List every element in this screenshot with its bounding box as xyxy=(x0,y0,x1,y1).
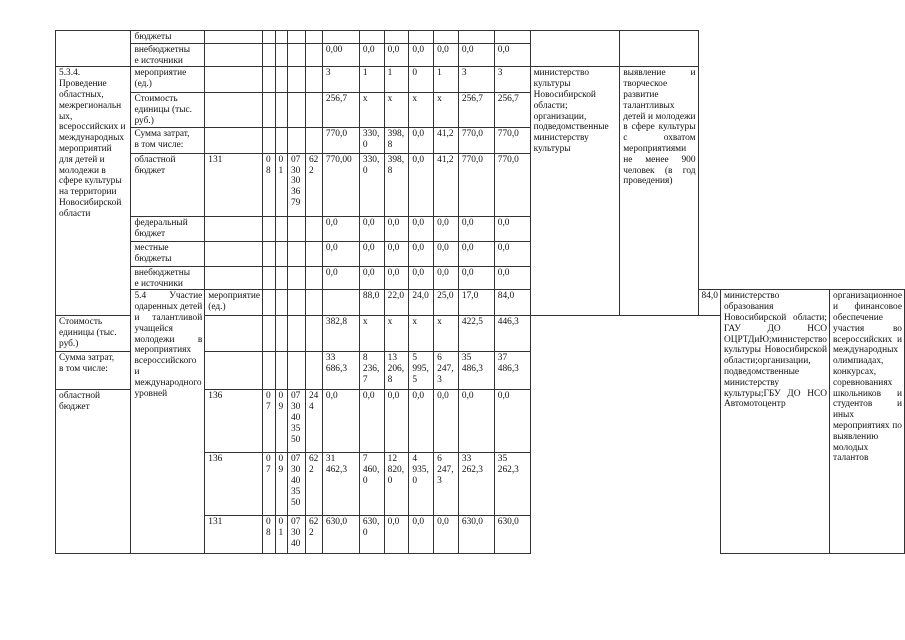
value-cell: 0,0 xyxy=(384,266,409,290)
result-5-4: организационное и финансовое обеспечение участия во всероссийских и международных олимпиадах, конкурсах, соревнованиях школьников и студентов и иных мероприятиях по выявлению молодых талантов xyxy=(830,290,905,554)
code-cell: 0 7 xyxy=(263,453,275,516)
value-cell: 630, 0 xyxy=(359,516,384,554)
value-cell: 0 xyxy=(409,67,434,93)
value-cell: 1 xyxy=(434,67,459,93)
value-cell: 22,0 xyxy=(384,290,409,316)
table-row xyxy=(56,153,905,216)
table-row xyxy=(56,67,905,93)
table-row xyxy=(56,93,905,127)
value-cell: 630,0 xyxy=(322,516,359,554)
value-cell: 13 206, 8 xyxy=(384,352,409,390)
value-cell: 33 686,3 xyxy=(322,352,359,390)
value-cell: 0,00 xyxy=(322,43,359,67)
value-cell: 6 247, 3 xyxy=(434,352,459,390)
value-cell: 8 236, 7 xyxy=(359,352,384,390)
value-cell: 31 462,3 xyxy=(322,453,359,516)
code-cell: 07 30 40 35 50 xyxy=(287,390,305,453)
value-cell: 0,0 xyxy=(409,241,434,266)
executor-cell xyxy=(530,31,620,67)
value-cell: 330, 0 xyxy=(359,153,384,216)
section-title-5-3-4: 5.3.4. Проведение областных, межрегиональн ых, всероссийских и международных мероприятий для детей и молодежи в сфере культуры на территории Новосибирской области xyxy=(56,67,131,316)
value-cell: 630,0 xyxy=(458,516,494,554)
code-cell: 07 30 40 35 50 xyxy=(287,453,305,516)
value-cell: 0,0 xyxy=(322,241,359,266)
value-cell: 0,0 xyxy=(434,241,459,266)
row-name: внебюджетны е источники xyxy=(131,43,205,67)
value-cell: 5 995, 5 xyxy=(409,352,434,390)
section-title-5-4: 5.4 Участие одаренных детей и талантливой учащейся молодежи в мероприятиях всероссийского и международного уровней xyxy=(131,290,205,554)
value-cell: 0,0 xyxy=(409,153,434,216)
value-cell: 0,0 xyxy=(458,43,494,67)
value-cell: 0,0 xyxy=(494,216,530,241)
row-name: мероприятие (ед.) xyxy=(131,67,205,93)
row-name: бюджеты xyxy=(131,31,205,44)
value-cell: 770,0 xyxy=(322,127,359,153)
value-cell: 0,0 xyxy=(458,266,494,290)
table-row xyxy=(56,290,905,316)
value-cell: 256,7 xyxy=(458,93,494,127)
value-cell: x xyxy=(434,316,459,352)
result-5-3-4: выявление и творческое развитие талантливых детей и молодежи в сфере культуры с охватом мероприятиями не менее 900 человек (в год проведения) xyxy=(620,67,698,316)
value-cell: 398, 8 xyxy=(384,127,409,153)
value-cell: 41,2 xyxy=(434,127,459,153)
value-cell: 0,0 xyxy=(384,516,409,554)
row-name: Сумма затрат, в том числе: xyxy=(56,352,131,390)
row-name: областной бюджет xyxy=(131,153,205,216)
value-cell: 7 460, 0 xyxy=(359,453,384,516)
value-cell: 1 xyxy=(384,67,409,93)
table-row xyxy=(56,43,905,67)
value-cell: 35 262,3 xyxy=(494,453,530,516)
value-cell: 630,0 xyxy=(494,516,530,554)
value-cell: 0,0 xyxy=(384,390,409,453)
value-cell: 0,0 xyxy=(409,516,434,554)
row-name: местные бюджеты xyxy=(131,241,205,266)
code-cell: 24 4 xyxy=(305,390,322,453)
table-row xyxy=(56,241,905,266)
value-cell: 0,0 xyxy=(322,390,359,453)
value-cell: x xyxy=(384,316,409,352)
value-cell: 256,7 xyxy=(494,93,530,127)
value-cell: 0,0 xyxy=(359,266,384,290)
value-cell: 0,0 xyxy=(322,216,359,241)
budget-table xyxy=(55,30,905,554)
table-row xyxy=(56,216,905,241)
value-cell: 41,2 xyxy=(434,153,459,216)
value-cell: 0,0 xyxy=(384,43,409,67)
value-cell: 37 486,3 xyxy=(494,352,530,390)
value-cell: 35 486,3 xyxy=(458,352,494,390)
row-name: областной бюджет xyxy=(56,390,131,554)
value-cell: 770,0 xyxy=(494,153,530,216)
value-cell: 24,0 xyxy=(409,290,434,316)
value-cell: x xyxy=(384,93,409,127)
value-cell: 0,0 xyxy=(359,390,384,453)
code-cell: 131 xyxy=(205,153,263,216)
value-cell: 0,0 xyxy=(494,241,530,266)
value-cell: 0,0 xyxy=(458,216,494,241)
value-cell: 0,0 xyxy=(494,43,530,67)
row-name: внебюджетны е источники xyxy=(131,266,205,290)
value-cell: 0,0 xyxy=(409,43,434,67)
code-cell: 62 2 xyxy=(305,153,322,216)
value-cell: x xyxy=(409,316,434,352)
value-cell: 0,0 xyxy=(458,390,494,453)
value-cell: 0,0 xyxy=(359,241,384,266)
code-cell: 131 xyxy=(205,516,263,554)
code-cell: 07 30 30 36 79 xyxy=(287,153,305,216)
value-cell: x xyxy=(434,93,459,127)
value-cell: 422,5 xyxy=(458,316,494,352)
value-cell: 446,3 xyxy=(494,316,530,352)
row-name: федеральный бюджет xyxy=(131,216,205,241)
code-cell: 0 8 xyxy=(263,516,275,554)
value-cell: 3 xyxy=(322,67,359,93)
value-cell: 0,0 xyxy=(384,241,409,266)
value-cell: 0,0 xyxy=(434,266,459,290)
value-cell: 770,00 xyxy=(322,153,359,216)
code-cell: 136 xyxy=(205,390,263,453)
value-cell: 398, 8 xyxy=(384,153,409,216)
value-cell: 0,0 xyxy=(434,216,459,241)
value-cell: 382,8 xyxy=(322,316,359,352)
value-cell: 0,0 xyxy=(409,127,434,153)
code-cell: 0 9 xyxy=(275,390,287,453)
code-cell: 0 8 xyxy=(263,153,275,216)
value-cell: 0,0 xyxy=(409,216,434,241)
code-cell: 0 1 xyxy=(275,516,287,554)
value-cell: 0,0 xyxy=(494,390,530,453)
value-cell: 84,0 xyxy=(494,290,530,316)
value-cell: 1 xyxy=(359,67,384,93)
value-cell: x xyxy=(359,316,384,352)
row-name: мероприятие (ед.) xyxy=(205,290,263,316)
code-cell: 0 9 xyxy=(275,453,287,516)
executor-5-4: министерство образования Новосибирской области; ГАУ ДО НСО ОЦРТДиЮ;министерство культуры Новосибирской области;организации, подведомственные министерству культуры;ГБУ ДО НСО Автомотоцентр xyxy=(720,290,829,554)
value-cell: 256,7 xyxy=(322,93,359,127)
budget-table-page xyxy=(55,30,905,554)
result-cell xyxy=(620,31,698,67)
value-cell: 25,0 xyxy=(434,290,459,316)
value-cell: 0,0 xyxy=(434,516,459,554)
value-cell: 17,0 xyxy=(458,290,494,316)
value-cell: 0,0 xyxy=(359,216,384,241)
table-row xyxy=(56,31,905,44)
executor-5-3-4: министерство культуры Новосибирской области; организации, подведомственные министерству культуры xyxy=(530,67,620,316)
value-cell: 770,0 xyxy=(494,127,530,153)
value-cell: 0,0 xyxy=(434,390,459,453)
value-cell: 88,0 xyxy=(359,290,384,316)
value-cell: 0,0 xyxy=(494,266,530,290)
value-cell: 6 247, 3 xyxy=(434,453,459,516)
value-cell: 3 xyxy=(494,67,530,93)
value-cell: 3 xyxy=(458,67,494,93)
section-cell xyxy=(56,31,131,67)
value-cell: 330, 0 xyxy=(359,127,384,153)
value-cell: 0,0 xyxy=(458,241,494,266)
value-cell: x xyxy=(359,93,384,127)
value-cell: x xyxy=(409,93,434,127)
code-cell: 0 7 xyxy=(263,390,275,453)
table-row xyxy=(56,127,905,153)
value-cell: 12 820, 0 xyxy=(384,453,409,516)
row-name: Стоимость единицы (тыс. руб.) xyxy=(56,316,131,352)
value-cell: 770,0 xyxy=(458,127,494,153)
code-cell: 0 1 xyxy=(275,153,287,216)
table-row xyxy=(56,266,905,290)
row-name: Стоимость единицы (тыс. руб.) xyxy=(131,93,205,127)
value-cell: 0,0 xyxy=(409,266,434,290)
value-cell: 33 262,3 xyxy=(458,453,494,516)
value-cell: 0,0 xyxy=(322,266,359,290)
value-cell: 0,0 xyxy=(409,390,434,453)
value-cell: 770,0 xyxy=(458,153,494,216)
code-cell: 07 30 40 xyxy=(287,516,305,554)
value-cell: 0,0 xyxy=(384,216,409,241)
code-cell: 136 xyxy=(205,453,263,516)
value-cell: 4 935, 0 xyxy=(409,453,434,516)
value-cell: 0,0 xyxy=(359,43,384,67)
value-cell: 0,0 xyxy=(434,43,459,67)
code-cell: 62 2 xyxy=(305,453,322,516)
code-cell: 62 2 xyxy=(305,516,322,554)
value-cell: 84,0 xyxy=(698,290,720,316)
row-name: Сумма затрат, в том числе: xyxy=(131,127,205,153)
